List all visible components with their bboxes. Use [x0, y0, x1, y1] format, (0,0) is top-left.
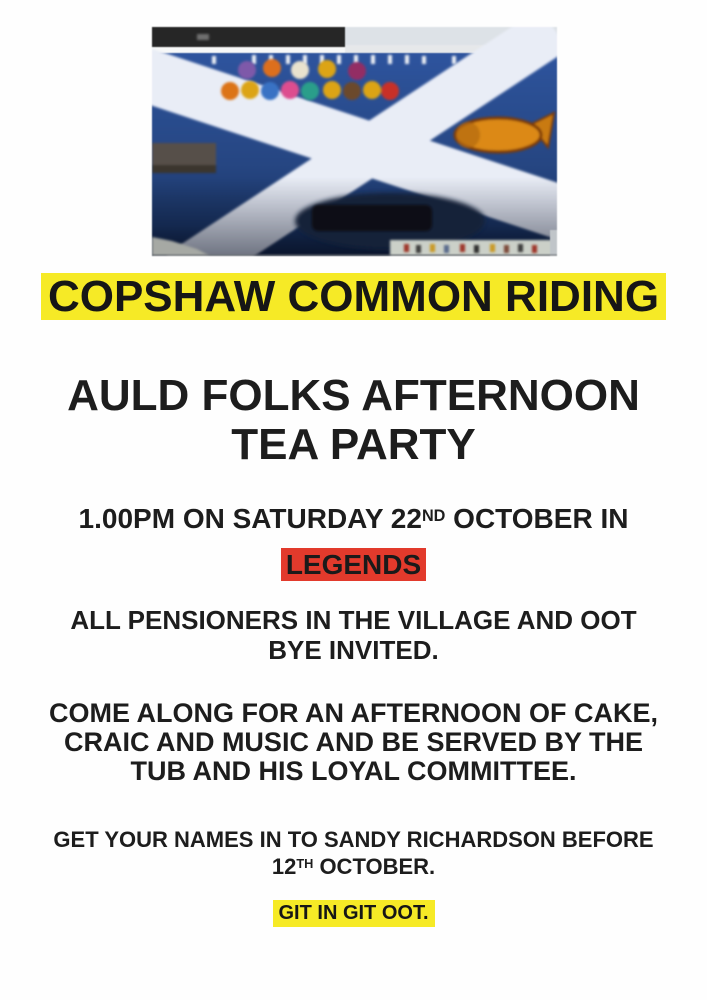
invitees-line2: BYE INVITED.: [268, 635, 439, 665]
subtitle: [0, 371, 707, 469]
venue-line: [0, 548, 707, 581]
description-line1: COME ALONG FOR AN AFTERNOON OF CAKE,: [49, 698, 658, 728]
subtitle-line1: AULD FOLKS AFTERNOON: [67, 371, 640, 420]
rsvp-line2: [0, 853, 707, 883]
date-ordinal: ND: [421, 506, 446, 525]
page-title: COPSHAW COMMON RIDING: [41, 273, 666, 320]
footer-slogan: GIT IN GIT OOT.: [273, 900, 435, 927]
rsvp-day: 12: [271, 854, 297, 879]
shelf-object-left: [152, 143, 216, 173]
invitees-line1: ALL PENSIONERS IN THE VILLAGE AND OOT: [70, 605, 637, 635]
datetime-text-rest: OCTOBER IN: [445, 503, 629, 534]
rsvp-instructions: [0, 826, 707, 883]
footer-row: [0, 900, 707, 927]
subtitle-line2: TEA PARTY: [231, 420, 476, 469]
saltire-flag-photo: [152, 27, 557, 256]
description-line2: CRAIC AND MUSIC AND BE SERVED BY THE: [63, 727, 644, 757]
datetime-text: 1.00PM ON SATURDAY 22: [78, 503, 422, 534]
saltire-flag-image: [152, 27, 557, 256]
dark-shelf-top: [152, 27, 345, 47]
datetime-line: [0, 503, 707, 539]
invitees: [0, 605, 707, 665]
title-row: [0, 273, 707, 320]
event-datetime: [0, 503, 707, 581]
rsvp-line1: GET YOUR NAMES IN TO SANDY RICHARDSON BEFORE: [53, 827, 654, 852]
venue-name: LEGENDS: [281, 548, 426, 581]
rsvp-ordinal: TH: [296, 856, 314, 872]
description-line3: TUB AND HIS LOYAL COMMITTEE.: [130, 756, 577, 786]
rsvp-rest: OCTOBER.: [313, 854, 436, 879]
event-description: [0, 699, 707, 786]
